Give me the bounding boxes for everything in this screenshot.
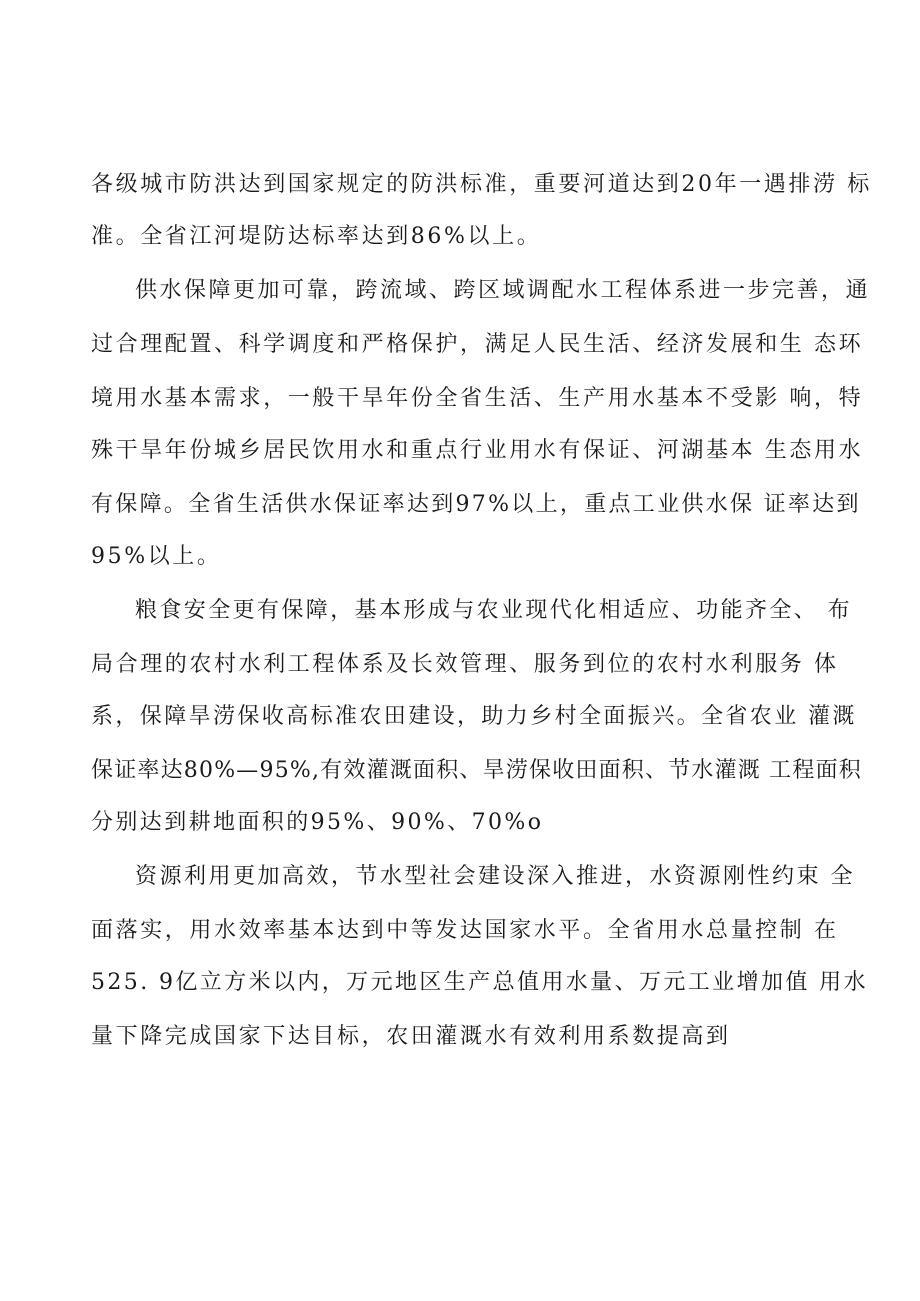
text-line: 525. 9亿立方米以内，万元地区生产总值用水量、万元工业增加值 用水 [91, 970, 868, 995]
paragraph-start-line: 供水保障更加可靠，跨流域、跨区域调配水工程体系进一步完善，通 [135, 278, 871, 303]
text-line: 95%以上。 [91, 544, 222, 569]
text-line: 分别达到耕地面积的95%、90%、70%o [91, 810, 544, 835]
text-line: 过合理配置、科学调度和严格保护，满足人民生活、经济发展和生 态环 [91, 332, 864, 357]
text-line: 境用水基本需求，一般干旱年份全省生活、生产用水基本不受影 响，特 [91, 386, 864, 411]
text-line: 殊干旱年份城乡居民饮用水和重点行业用水有保证、河湖基本 生态用水 [91, 438, 864, 463]
paragraph-start-line: 粮食安全更有保障，基本形成与农业现代化相适应、功能齐全、 布 [135, 598, 852, 623]
text-line: 系，保障旱涝保收高标准农田建设，助力乡村全面振兴。全省农业 灌溉 [91, 704, 857, 729]
text-line: 局合理的农村水利工程体系及长效管理、服务到位的农村水利服务 体 [91, 652, 839, 677]
text-line: 量下降完成国家下达目标，农田灌溉水有效利用系数提高到 [91, 1024, 731, 1049]
text-line: 各级城市防洪达到国家规定的防洪标准，重要河道达到20年一遇排涝 标 [91, 172, 872, 197]
paragraph-start-line: 资源利用更加高效，节水型社会建设深入推进，水资源刚性约束 全 [135, 864, 855, 889]
text-line: 准。全省江河堤防达标率达到86%以上。 [91, 224, 542, 249]
text-line: 面落实，用水效率基本达到中等发达国家水平。全省用水总量控制 在 [91, 918, 839, 943]
text-line: 保证率达80%—95%,有效灌溉面积、旱涝保收田面积、节水灌溉 工程面积 [91, 758, 862, 783]
text-line: 有保障。全省生活供水保证率达到97%以上，重点工业供水保 证率达到 [91, 492, 861, 517]
